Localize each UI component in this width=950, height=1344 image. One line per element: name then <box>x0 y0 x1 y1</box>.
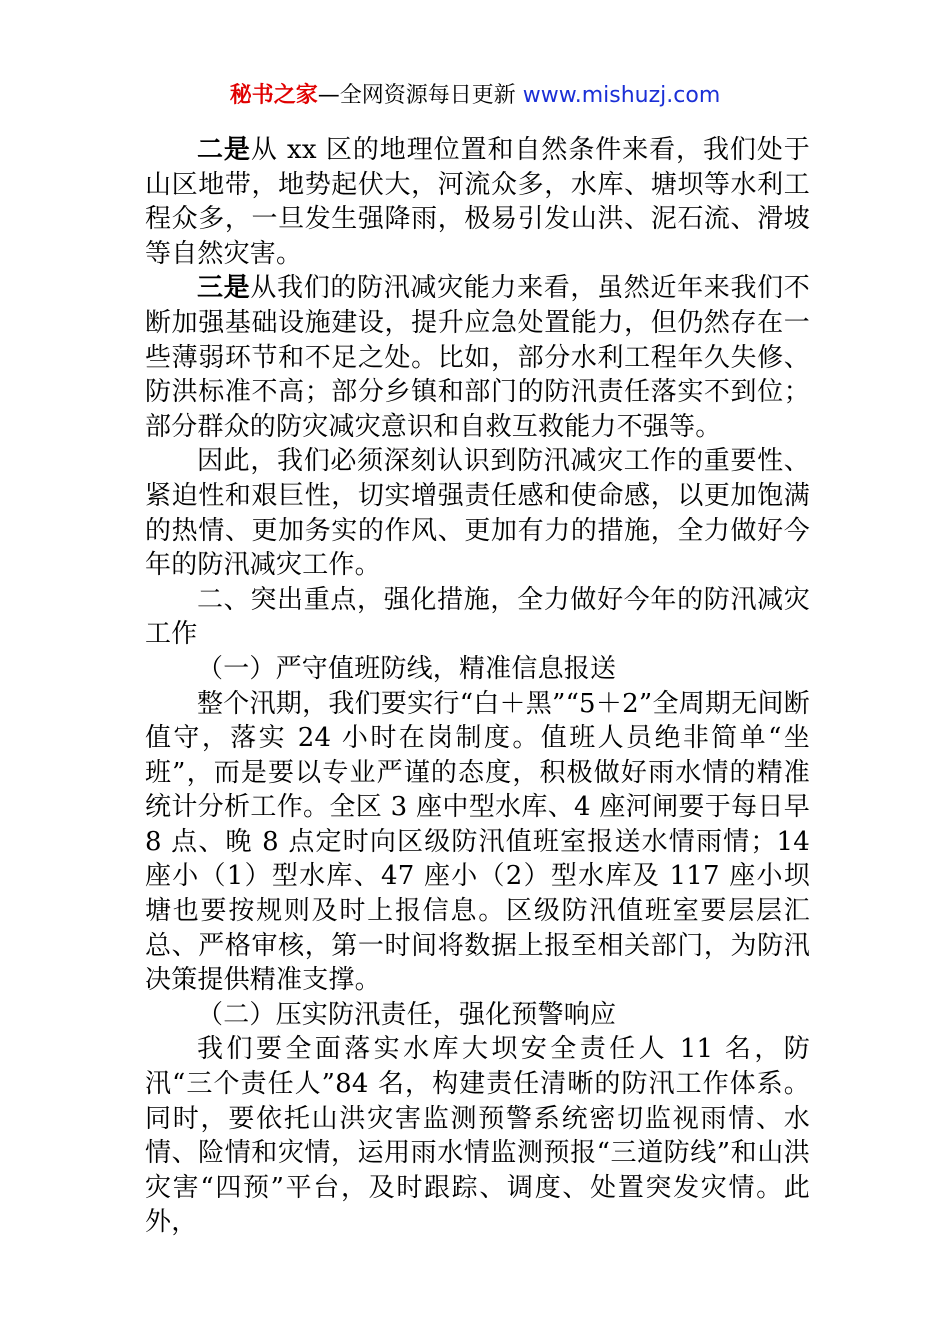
paragraph-conclusion: 因此，我们必须深刻认识到防汛减灾工作的重要性、紧迫性和艰巨性，切实增强责任感和使命感，以更加饱满的热情、更加务实的作风、更加有力的措施，全力做好今年的防汛减灾工作。 <box>145 446 810 581</box>
header-tagline: —全网资源每日更新 <box>317 83 523 108</box>
subsection-one-heading: （一）严守值班防线，精准信息报送 <box>197 653 617 684</box>
website-link[interactable]: www.mishuzj.com <box>522 83 721 108</box>
subsection-two-heading: （二）压实防汛责任，强化预警响应 <box>197 999 617 1030</box>
point-two-text: 从 xx 区的地理位置和自然条件来看，我们处于山区地带，地势起伏大，河流众多，水库、塘坝等水利工程众多，一旦发生强降雨，极易引发山洪、泥石流、滑坡等自然灾害。 <box>145 135 810 269</box>
point-three-lead: 三是 <box>197 273 251 304</box>
point-three-text: 从我们的防汛减灾能力来看，虽然近年来我们不断加强基础设施建设，提升应急处置能力，但仍然存在一些薄弱环节和不足之处。比如，部分水利工程年久失修、防洪标准不高；部分乡镇和部门的防汛责任落实不到位；部分群众的防灾减灾意识和自救互救能力不强等。 <box>145 273 811 442</box>
section-two-heading: 二、突出重点，强化措施，全力做好今年的防汛减灾工作 <box>145 584 810 650</box>
brand-name: 秘书之家 <box>229 83 318 108</box>
page-header <box>0 80 950 112</box>
paragraph-responsibility: 我们要全面落实水库大坝安全责任人 11 名，防汛“三个责任人”84 名，构建责任清晰的防汛工作体系。同时，要依托山洪灾害监测预警系统密切监视雨情、水情、险情和灾情，运用雨水情监测预报“三道防线”和山洪灾害“四预”平台，及时跟踪、调度、处置突发灾情。此外， <box>145 1034 810 1238</box>
paragraph-duty-watch: 整个汛期，我们要实行“白＋黑”“5＋2”全周期无间断值守，落实 24 小时在岗制度。值班人员绝非简单“坐班”，而是要以专业严谨的态度，积极做好雨水情的精准统计分析工作。全区 3 座中型水库、4 座河闸要于每日早 8 点、晚 8 点定时向区级防汛值班室报送水情雨情；14 座小（1）型水库、47 座小（2）型水库及 117 座小坝塘也要按规则及时上报信息。区级防汛值班室要层层汇总、严格审核，第一时间将数据上报至相关部门，为防汛决策提供精准支撑。 <box>145 688 810 996</box>
point-two-lead: 二是 <box>197 135 251 165</box>
paragraph-point-two <box>145 133 810 271</box>
paragraph-point-three <box>145 271 810 444</box>
document-body <box>145 133 810 1240</box>
